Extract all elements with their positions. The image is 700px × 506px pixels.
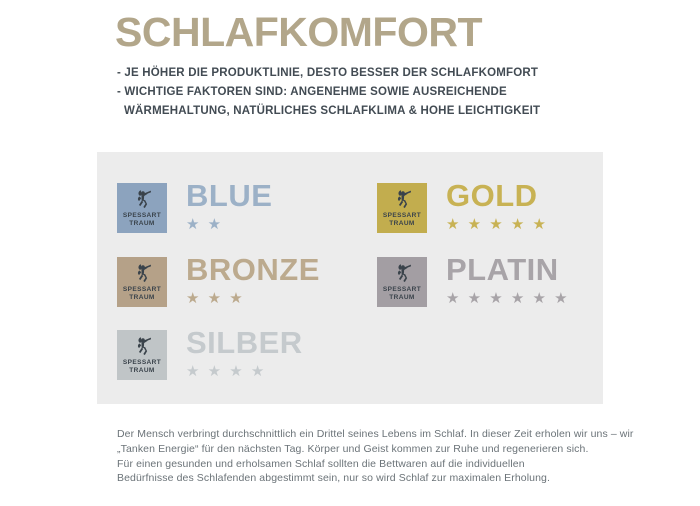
brand-name-line1: SPESSART	[122, 359, 162, 366]
brand-name-line2: TRAUM	[129, 219, 155, 227]
footer-line: Für einen gesunden und erholsamen Schlaf sollten die Bettwaren auf die individuellen	[117, 457, 525, 470]
footer-line: Bedürfnisse des Schlafenden abgestimmt sein, nur so wird Schlaf zur maximalen Erholung.	[117, 472, 550, 485]
spessart-traum-logo	[377, 257, 427, 307]
brand-name-line2: TRAUM	[129, 293, 155, 301]
spessart-traum-logo	[117, 330, 167, 380]
footer-line: „Tanken Energie“ für den nächsten Tag. Körper und Geist kommen zur Ruhe und regenerieren sich.	[117, 442, 589, 455]
brand-name-line1: SPESSART	[382, 286, 422, 293]
page-title: SCHLAFKOMFORT	[115, 9, 483, 55]
product-line-name: BRONZE	[186, 252, 320, 287]
angel-icon	[132, 336, 153, 357]
bullet-line: - WICHTIGE FAKTOREN SIND: ANGENEHME SOWIE AUSREICHENDE	[117, 86, 507, 98]
star-rating: ★ ★	[186, 216, 224, 233]
angel-icon	[392, 263, 413, 284]
product-lines-panel	[97, 152, 603, 404]
product-line-blue	[117, 178, 273, 233]
angel-icon	[132, 263, 153, 284]
brand-name-line1: SPESSART	[382, 212, 422, 219]
spessart-traum-logo	[117, 183, 167, 233]
bullet-line: WÄRMEHALTUNG, NATÜRLICHES SCHLAFKLIMA & HOHE LEICHTIGKEIT	[124, 105, 541, 117]
star-rating: ★ ★ ★ ★	[186, 363, 267, 380]
bullet-line: - JE HÖHER DIE PRODUKTLINIE, DESTO BESSER DER SCHLAFKOMFORT	[117, 67, 539, 79]
angel-icon	[392, 189, 413, 210]
star-rating: ★ ★ ★	[186, 290, 245, 307]
footer-line: Der Mensch verbringt durchschnittlich ein Drittel seines Lebens im Schlaf. In dieser Zeit erholen wir uns – wir	[117, 428, 634, 440]
star-rating: ★ ★ ★ ★ ★	[446, 216, 548, 233]
product-line-name: SILBER	[186, 325, 303, 360]
product-line-name: PLATIN	[446, 252, 559, 287]
brand-name-line1: SPESSART	[122, 286, 162, 293]
intro-bullets	[117, 64, 540, 121]
product-line-bronze	[117, 252, 320, 307]
product-line-name: BLUE	[186, 178, 273, 213]
product-line-name: GOLD	[446, 178, 538, 213]
brand-name-line2: TRAUM	[389, 293, 415, 301]
brand-name-line1: SPESSART	[122, 212, 162, 219]
product-line-silber	[117, 325, 303, 380]
angel-icon	[132, 189, 153, 210]
spessart-traum-logo	[377, 183, 427, 233]
footer-paragraph	[117, 427, 633, 486]
product-line-gold	[377, 178, 548, 233]
product-line-platin	[377, 252, 570, 307]
star-rating: ★ ★ ★ ★ ★ ★	[446, 290, 570, 307]
spessart-traum-logo	[117, 257, 167, 307]
brand-name-line2: TRAUM	[389, 219, 415, 227]
brand-name-line2: TRAUM	[129, 366, 155, 374]
